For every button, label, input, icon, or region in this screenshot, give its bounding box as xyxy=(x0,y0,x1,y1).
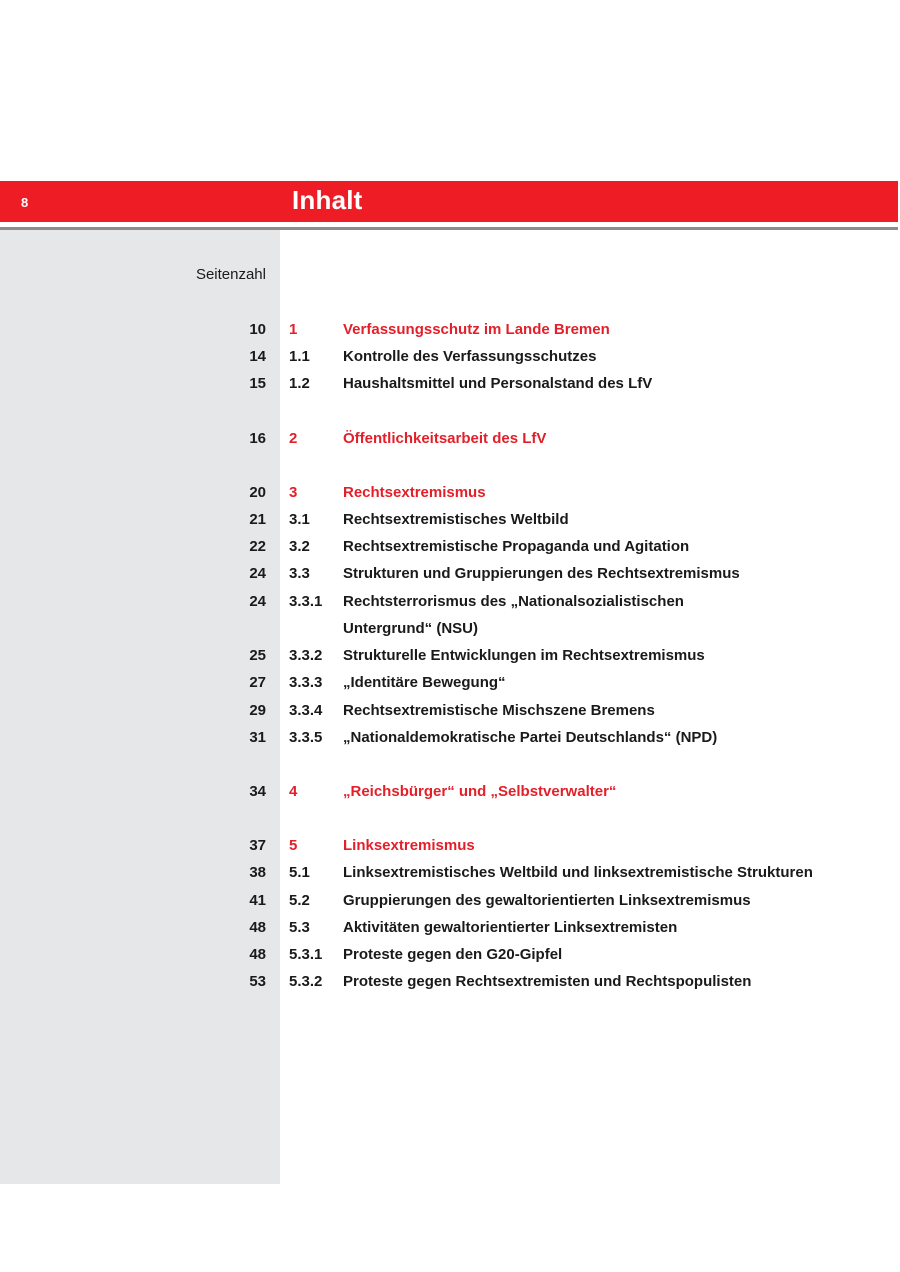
toc-row[interactable] xyxy=(0,972,900,992)
toc-page-number: 15 xyxy=(249,375,266,392)
toc-section-number: 3.3.1 xyxy=(289,593,323,610)
toc-row[interactable] xyxy=(0,863,900,883)
toc-section-title: Proteste gegen Rechtsextremisten und Rechtspopulisten xyxy=(343,973,752,990)
toc-row[interactable] xyxy=(0,673,900,693)
toc-section-title: Linksextremistisches Weltbild und linksextremistische Strukturen xyxy=(343,864,813,881)
toc-chapter-row[interactable] xyxy=(0,782,900,802)
header-bar xyxy=(0,181,898,222)
toc-page-number: 41 xyxy=(249,892,266,909)
toc-row[interactable] xyxy=(0,891,900,911)
toc-page-number: 38 xyxy=(249,864,266,881)
toc-row[interactable] xyxy=(0,374,900,394)
page-column-label: Seitenzahl xyxy=(195,266,266,283)
toc-page-number: 25 xyxy=(249,647,266,664)
toc-section-title: Proteste gegen den G20-Gipfel xyxy=(343,946,563,963)
toc-chapter-row[interactable] xyxy=(0,836,900,856)
toc-section-title: Rechtsterrorismus des „Nationalsozialistischen xyxy=(343,593,684,610)
toc-row[interactable] xyxy=(0,592,900,612)
toc-section-title: Gruppierungen des gewaltorientierten Linksextremismus xyxy=(343,892,751,909)
toc-page-number: 53 xyxy=(249,973,266,990)
toc-section-title: Linksextremismus xyxy=(343,837,475,854)
toc-section-number: 3.3.3 xyxy=(289,674,323,691)
toc-chapter-row[interactable] xyxy=(0,320,900,340)
page-title: Inhalt xyxy=(292,185,363,215)
toc-row[interactable] xyxy=(0,510,900,530)
toc-section-title: Haushaltsmittel und Personalstand des LfV xyxy=(343,375,653,392)
toc-section-title: Strukturelle Entwicklungen im Rechtsextremismus xyxy=(343,647,705,664)
toc-row[interactable] xyxy=(0,564,900,584)
toc-page-number: 27 xyxy=(249,674,266,691)
toc-section-number: 3.2 xyxy=(289,538,310,555)
toc-page-number: 24 xyxy=(249,593,266,610)
toc-section-number: 3.3 xyxy=(289,565,310,582)
toc-section-title: Verfassungsschutz im Lande Bremen xyxy=(343,321,610,338)
toc-section-title: Rechtsextremistisches Weltbild xyxy=(343,511,569,528)
toc-section-title: Aktivitäten gewaltorientierter Linksextremisten xyxy=(343,919,678,936)
toc-section-number: 2 xyxy=(289,430,298,447)
toc-chapter-row[interactable] xyxy=(0,483,900,503)
toc-section-number: 1.2 xyxy=(289,375,310,392)
toc-section-number: 1 xyxy=(289,321,298,338)
toc-row[interactable] xyxy=(0,646,900,666)
toc-section-number: 5.1 xyxy=(289,864,310,881)
toc-section-title: „Nationaldemokratische Partei Deutschlands“ (NPD) xyxy=(343,729,718,746)
toc-section-number: 5.3.1 xyxy=(289,946,323,963)
toc-row[interactable] xyxy=(0,537,900,557)
toc-section-number: 3.3.4 xyxy=(289,702,323,719)
toc-section-title: Öffentlichkeitsarbeit des LfV xyxy=(343,430,547,447)
toc-row[interactable] xyxy=(0,945,900,965)
toc-page-number: 34 xyxy=(249,783,266,800)
page-number: 8 xyxy=(21,195,29,210)
toc-row[interactable] xyxy=(0,347,900,367)
toc-page-number: 22 xyxy=(249,538,266,555)
toc-row[interactable] xyxy=(0,619,900,639)
toc-row[interactable] xyxy=(0,918,900,938)
toc-page-number: 37 xyxy=(249,837,266,854)
toc-section-number: 3.3.2 xyxy=(289,647,323,664)
toc-row[interactable] xyxy=(0,728,900,748)
toc-section-title: Rechtsextremistische Mischszene Bremens xyxy=(343,702,655,719)
toc-page-number: 16 xyxy=(249,430,266,447)
toc-section-title: Rechtsextremistische Propaganda und Agitation xyxy=(343,538,690,555)
toc-section-number: 1.1 xyxy=(289,348,310,365)
toc-page-number: 10 xyxy=(249,321,266,338)
toc-section-number: 5.3.2 xyxy=(289,973,323,990)
toc-page-number: 14 xyxy=(249,348,266,365)
toc-section-title: „Reichsbürger“ und „Selbstverwalter“ xyxy=(343,783,617,800)
toc-section-title: Rechtsextremismus xyxy=(343,484,486,501)
toc-page-number: 31 xyxy=(249,729,266,746)
toc-page-number: 29 xyxy=(249,702,266,719)
toc-page-number: 24 xyxy=(249,565,266,582)
toc-section-number: 3.1 xyxy=(289,511,310,528)
toc-page-number: 21 xyxy=(249,511,266,528)
toc-section-number: 4 xyxy=(289,783,298,800)
toc-page-number: 48 xyxy=(249,946,266,963)
toc-section-number: 3.3.5 xyxy=(289,729,323,746)
toc-section-number: 3 xyxy=(289,484,298,501)
toc-page-number: 48 xyxy=(249,919,266,936)
toc-section-title: „Identitäre Bewegung“ xyxy=(343,674,506,691)
toc-section-title: Kontrolle des Verfassungsschutzes xyxy=(343,348,597,365)
toc-page-number: 20 xyxy=(249,484,266,501)
toc-section-number: 5.2 xyxy=(289,892,310,909)
toc-chapter-row[interactable] xyxy=(0,429,900,449)
toc-section-title: Strukturen und Gruppierungen des Rechtsextremismus xyxy=(343,565,740,582)
toc-section-number: 5.3 xyxy=(289,919,310,936)
toc-row[interactable] xyxy=(0,701,900,721)
toc-section-number: 5 xyxy=(289,837,298,854)
toc-section-title: Untergrund“ (NSU) xyxy=(343,620,478,637)
